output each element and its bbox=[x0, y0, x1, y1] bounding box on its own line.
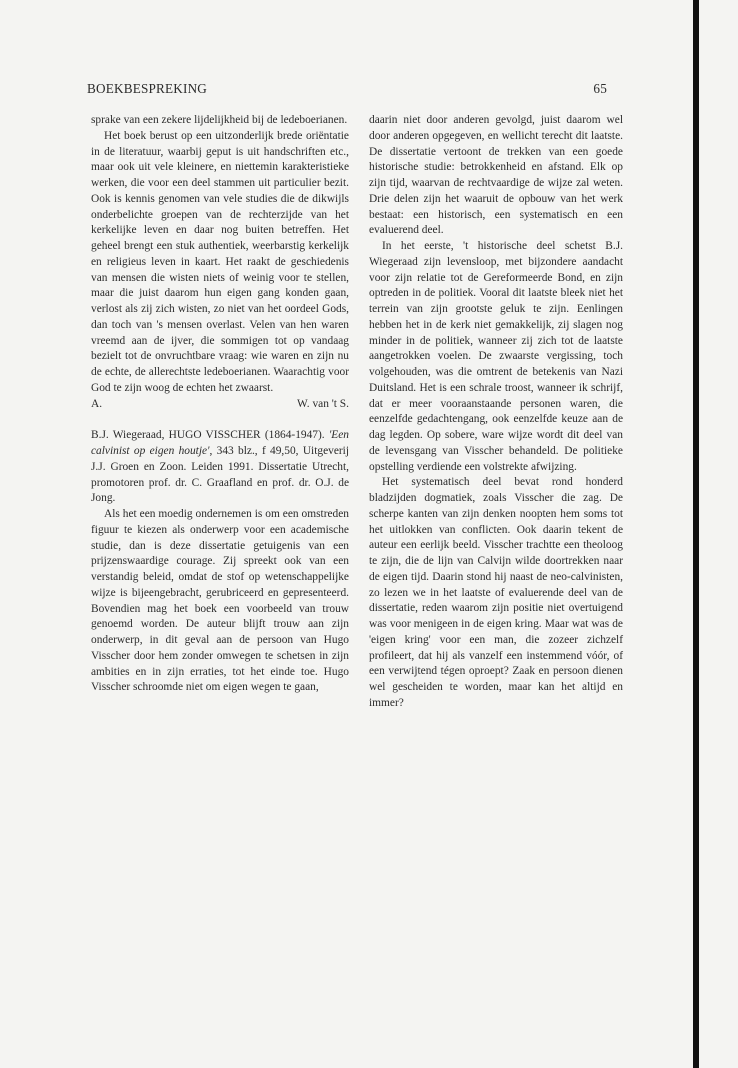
book-details: , 343 blz., f 49,50, Uitgeverij J.J. Groen en Zoon. Leiden 1991. Dissertatie Utrecht, promotoren prof. dr. C. Graafland en prof. dr. O.J. de Jong. bbox=[91, 445, 350, 505]
paragraph: Het systematisch deel bevat rond honderd bladzijden dogmatiek, zoals Visscher die zag. De scherpe kanten van zijn denken noopten hem soms tot het uitlokken van conflicten. Ook daarin tekent de auteur een eerlijk beeld. Visscher trachtte een theoloog te zijn, die de lijn van Calvijn wilde doortrekken naar de eigen tijd. Daarin stond hij naast de neo-calvinisten, zo lezen we in het laatste of evaluerende deel van de dissertatie, reden waarom zijn positie niet overtuigend was voor menigeen in de eigen kring. Maar wat was de 'eigen kring' voor een man, die zozeer zichzelf profileert, dat hij als vanzelf een instemmend vóór, of een verwijtend tégen oproept? Zaak en persoon dienen wel gescheiden te worden, maar kan het altijd en immer? bbox=[369, 476, 623, 709]
book-authors: B.J. Wiegeraad, HUGO VISSCHER (1864-1947). bbox=[91, 429, 329, 442]
right-column bbox=[369, 113, 623, 712]
paragraph: In het eerste, 't historische deel schetst B.J. Wiegeraad zijn levensloop, met bijzondere aandacht voor zijn relatie tot de Gereformeerde Bond, en zijn optreden in de politiek. Vooral dit laatste bleek niet het terrein van zijn grootste geluk te zijn. Eenlingen hebben het in de kerk niet gemakkelijk, zij slagen nog minder in de politiek, wanneer zij zich tot de laatste aangetrokken voelen. De zwaarste vergissing, toch volgehouden, was die omtrent de betekenis van Nazi Duitsland. Het is een schrale troost, wanneer ik schrijf, dat er meer vooraanstaande personen waren, die eenzelfde gedachtengang, ook eenzelfde keuze aan de dag legden. Op sobere, ware wijze wordt dit deel van de levensgang van Visscher behandeld. De politieke opstelling verdiende een volstrekte afwijzing. bbox=[369, 240, 623, 473]
paragraph: Het boek berust op een uitzonderlijk brede oriëntatie in de literatuur, waarbij geput is uit handschriften etc., maar ook uit vele kleinere, en niettemin karakteristieke werken, die voor een deel stammen uit particulier bezit. Ook is kennis genomen van vele studies die de dikwijls onderbelichte groepen van de rechterzijde van het kerkelijke leven en daar nog buiten betreffen. Het geheel brengt een stuk authentiek, weerbarstig kerkelijk en religieus leven in kaart. Het raakt de geschiedenis van mensen die wisten niets of weinig voor te stellen, maar die juist daarom hun eigen gang konden gaan, verlost als zij zich wisten, zo niet van het oordeel Gods, dan toch van 's mensen overlast. Velen van hen waren vreemd aan de ijver, die sommigen tot op vandaag bezielt tot de onvruchtbare vraag: wie waren en zijn nu de echte, de allerechtste ledeboerianen. Waarachtig voor God te zijn woog de echten het zwaarst. bbox=[91, 129, 349, 394]
signature-name: W. van 't S. bbox=[297, 397, 349, 410]
paragraph: sprake van een zekere lijdelijkheid bij de ledeboerianen. bbox=[91, 114, 348, 126]
book-citation bbox=[91, 428, 349, 507]
left-column bbox=[91, 113, 349, 696]
running-title: BOEKBESPREKING bbox=[87, 81, 208, 96]
paragraph: Als het een moedig ondernemen is om een omstreden figuur te kiezen als onderwerp voor een academische studie, dan is deze dissertatie getuigenis van een prijzenswaardige courage. Zij spreekt ook van een verstandig beleid, omdat de stof op wetenschappelijke wijze is bijeengebracht, gerubriceerd en gepresenteerd. Bovendien mag het boek een voorbeeld van trouw genoemd worden. De auteur blijft trouw aan zijn onderwerp, in dit geval aan de persoon van Hugo Visscher door hem zonder omwegen te schetsen in zijn ambities en in zijn erraties, tot het einde toe. Hugo Visscher schroomde niet om eigen wegen te gaan, bbox=[91, 508, 349, 694]
paragraph: daarin niet door anderen gevolgd, juist daarom wel door anderen opgegeven, en wellicht terecht dit laatste. De dissertatie vertoont de trekken van een goede historische studie: betrokkenheid en afstand. Elk op zijn tijd, waarvan de rechtvaardige de wijze zal weten. Drie delen zijn het waaruit de opbouw van het werk bestaat: een historisch, een systematisch en een evaluerend deel. bbox=[369, 114, 623, 237]
spacer bbox=[91, 412, 349, 428]
page-number: 65 bbox=[593, 81, 607, 96]
signature-initial: A. bbox=[91, 397, 103, 410]
review-signature bbox=[91, 397, 349, 413]
page-edge-bar bbox=[693, 0, 699, 1068]
page-header bbox=[87, 81, 607, 101]
book-title: 'Een calvinist op eigen houtje' bbox=[91, 429, 349, 457]
